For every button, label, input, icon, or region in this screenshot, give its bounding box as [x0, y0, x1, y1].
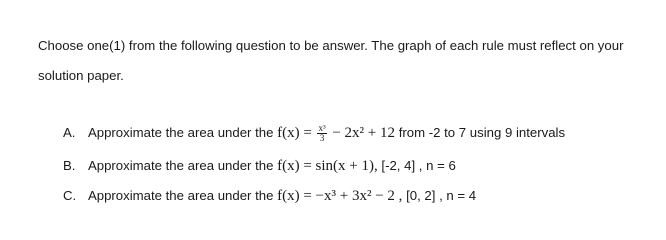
question-c-label: C. [63, 188, 77, 203]
question-c-prefix: Approximate the area under the [87, 188, 274, 203]
question-c-suffix: [0, 2] , n = 4 [406, 188, 477, 203]
question-b [63, 158, 456, 175]
fraction-numerator: x³ [318, 123, 326, 133]
question-b-suffix: [-2, 4] , n = 6 [381, 158, 456, 173]
question-a-function-rest: − 2x² + 12 [332, 124, 396, 141]
question-b-prefix: Approximate the area under the [87, 158, 274, 173]
instructions-text: Choose one(1) from the following question to be answer. The graph of each rule must reflect on your solution paper. [38, 38, 624, 83]
question-a-fraction [317, 124, 326, 143]
question-a-suffix: from -2 to 7 using 9 intervals [398, 124, 566, 140]
question-c [63, 188, 476, 205]
question-a-function-lhs: f(x) = [277, 124, 312, 141]
question-a-label: A. [63, 124, 76, 140]
fraction-denominator: 3 [319, 133, 325, 143]
question-c-function: f(x) = −x³ + 3x² − 2 , [277, 188, 403, 204]
question-a-prefix: Approximate the area under the [87, 124, 274, 140]
question-a [63, 124, 565, 143]
question-b-label: B. [63, 158, 76, 173]
question-b-function: f(x) = sin(x + 1), [277, 158, 378, 174]
